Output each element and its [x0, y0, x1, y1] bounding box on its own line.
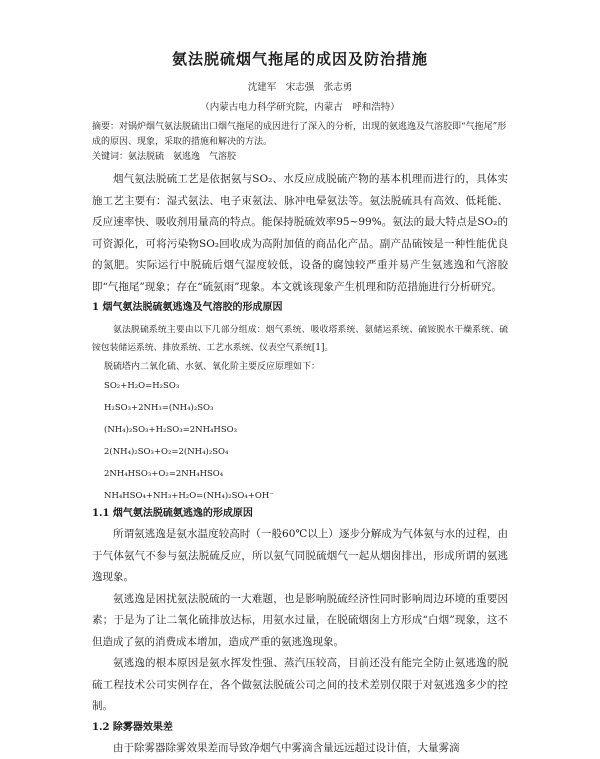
equation: 2(NH₄)₂SO₃+O₂=2(NH₄)₂SO₄: [104, 446, 508, 458]
ammonia-slip-paragraph: 氨逃逸的根本原因是氨水挥发性强、蒸汽压较高，目前还没有能完全防止氨逃逸的脱硫工程技术公司实例存在，各个做氨法脱硫公司之间的技术差别仅限于对氨逃逸多少的控制。: [92, 653, 508, 718]
equation: (NH₄)₂SO₃+H₂SO₃=2NH₄HSO₃: [104, 424, 508, 436]
intro-paragraph: 烟气氨法脱硫工艺是依据氨与SO₂、水反应成脱硫产物的基本机理而进行的，具体实施工艺主要有：湿式氨法、电子束氨法、脉冲电晕氨法等。氨法脱硫具有高效、低耗能、反应速率快、吸收剂用量高的特点。能保持脱硫效率95~99%。氨法的最大特点是SO₂的可资源化，可将污染物SO₂回收成为高附加值的商品化产品。副产品硫铵是一种性能优良的氮肥。实际运行中脱硫后烟气湿度较低，设备的腐蚀较严重并易产生氨逃逸和气溶胶即“气拖尾”现象；存在“硫氨雨”现象。本文就该现象产生机理和防范措施进行分析研究。: [92, 169, 508, 298]
system-paragraph: 氨法脱硫系统主要由以下几部分组成：烟气系统、吸收塔系统、氨储运系统、硫铵脱水干燥系统、硫铵包装储运系统、排放系统、工艺水系统、仪表空气系统[1]。: [92, 321, 508, 357]
affiliation: （内蒙古电力科学研究院，内蒙古 呼和浩特）: [92, 99, 508, 113]
authors: 沈建军 宋志强 张志勇: [92, 79, 508, 93]
equation: NH₄HSO₄+NH₃+H₂O=(NH₄)₂SO₄+OH⁻: [104, 490, 508, 502]
reaction-intro: 脱硫塔内二氧化硫、水氨、氧化阶主要反应原理如下：: [104, 359, 508, 376]
equation: H₂SO₃+2NH₃=(NH₄)₂SO₃: [104, 402, 508, 414]
ammonia-slip-paragraph: 氨逃逸是困扰氨法脱硫的一大难题，也是影响脱硫经济性同时影响周边环境的重要因素；于是为了让二氧化硫排放达标，用氨水过量，在脱硫烟囱上方形成“白烟”现象，这不但造成了氨的消费成本增加，造成严重的氨逃逸现象。: [92, 589, 508, 654]
abstract: 摘要：对锅炉烟气氨法脱硫出口烟气拖尾的成因进行了深入的分析，出现的氨逃逸及气溶胶即“气拖尾”形成的原因、现象，采取的措施和解决的方法。: [92, 120, 508, 150]
demister-paragraph: 由于除雾器除雾效果差而导致净烟气中雾滴含量远远超过设计值，大量雾滴: [92, 738, 508, 759]
section-1-heading: 1 烟气氨法脱硫氨逃逸及气溶胶的形成原因: [92, 300, 508, 316]
equation-list: [92, 380, 508, 502]
equation: SO₂+H₂O=H₂SO₃: [104, 380, 508, 392]
ammonia-slip-paragraph: 所谓氨逃逸是氨水温度较高时（一般60℃以上）逐步分解成为气体氨与水的过程，由于气体氨气不参与氨法脱硫反应，所以氨气同脱硫烟气一起从烟囱排出，形成所谓的氨逃逸现象。: [92, 524, 508, 589]
paper-title: 氨法脱硫烟气拖尾的成因及防治措施: [92, 48, 508, 69]
equation: 2NH₄HSO₃+O₂=2NH₄HSO₄: [104, 468, 508, 480]
section-1-1-heading: 1.1 烟气氨法脱硫氨逃逸的形成原因: [92, 506, 508, 522]
section-1-2-heading: 1.2 除雾器效果差: [92, 720, 508, 736]
keywords: 关键词：氨法脱硫 氨逃逸 气溶胶: [92, 150, 508, 165]
